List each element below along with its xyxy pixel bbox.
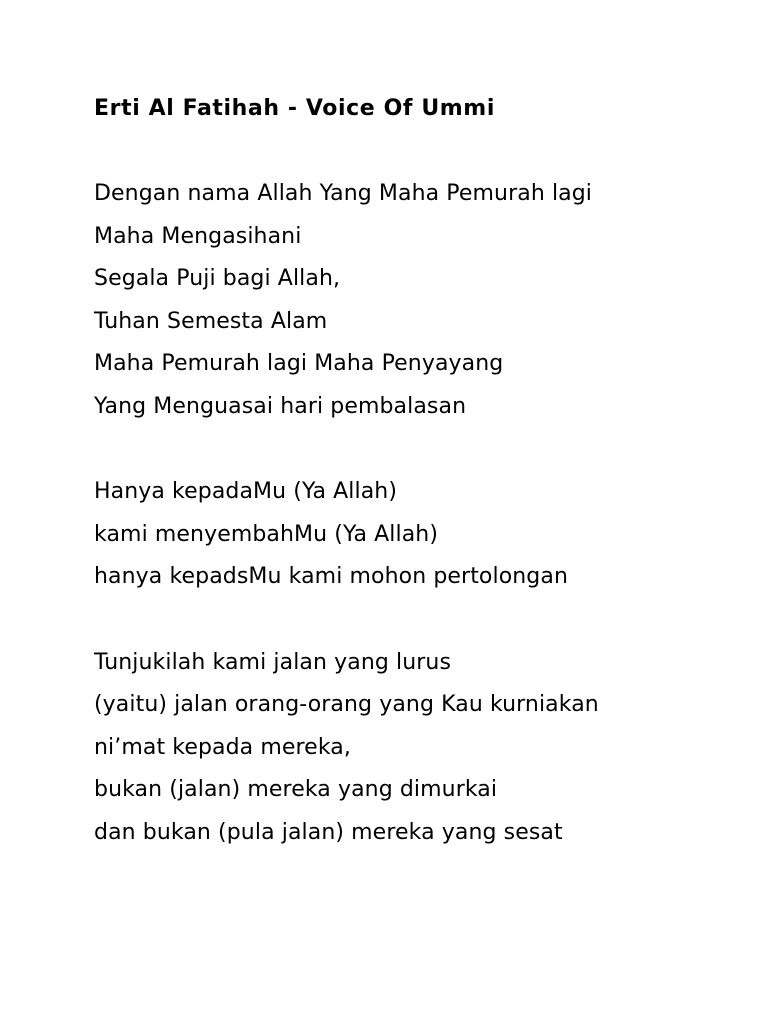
stanza-line: Maha Mengasihani xyxy=(94,223,302,249)
stanza-line: Tuhan Semesta Alam xyxy=(94,308,328,334)
stanza-spacer xyxy=(94,599,754,642)
stanza-line: kami menyembahMu (Ya Allah) xyxy=(94,521,439,547)
stanza-spacer xyxy=(94,130,754,173)
stanza-line: Dengan nama Allah Yang Maha Pemurah lagi xyxy=(94,181,593,206)
document-page xyxy=(94,88,754,854)
stanza-line: ni’mat kepada mereka, xyxy=(94,734,351,760)
stanza-line: Maha Pemurah lagi Maha Penyayang xyxy=(94,351,504,376)
document-title: Erti Al Fatihah - Voice Of Ummi xyxy=(94,96,495,121)
stanza-line: Tunjukilah kami jalan yang lurus xyxy=(94,649,452,675)
stanza-line: dan bukan (pula jalan) mereka yang sesat xyxy=(94,819,563,845)
stanza-line: Yang Menguasai hari pembalasan xyxy=(94,393,467,419)
stanza-1 xyxy=(94,173,754,428)
stanza-3 xyxy=(94,642,754,855)
stanza-line: Segala Puji bagi Allah, xyxy=(94,266,341,291)
stanza-2 xyxy=(94,471,754,599)
stanza-spacer xyxy=(94,428,754,471)
stanza-line: bukan (jalan) mereka yang dimurkai xyxy=(94,777,498,802)
stanza-line: hanya kepadsMu kami mohon pertolongan xyxy=(94,564,568,589)
stanza-line: (yaitu) jalan orang-orang yang Kau kurniakan xyxy=(94,692,599,717)
stanza-line: Hanya kepadaMu (Ya Allah) xyxy=(94,479,398,504)
